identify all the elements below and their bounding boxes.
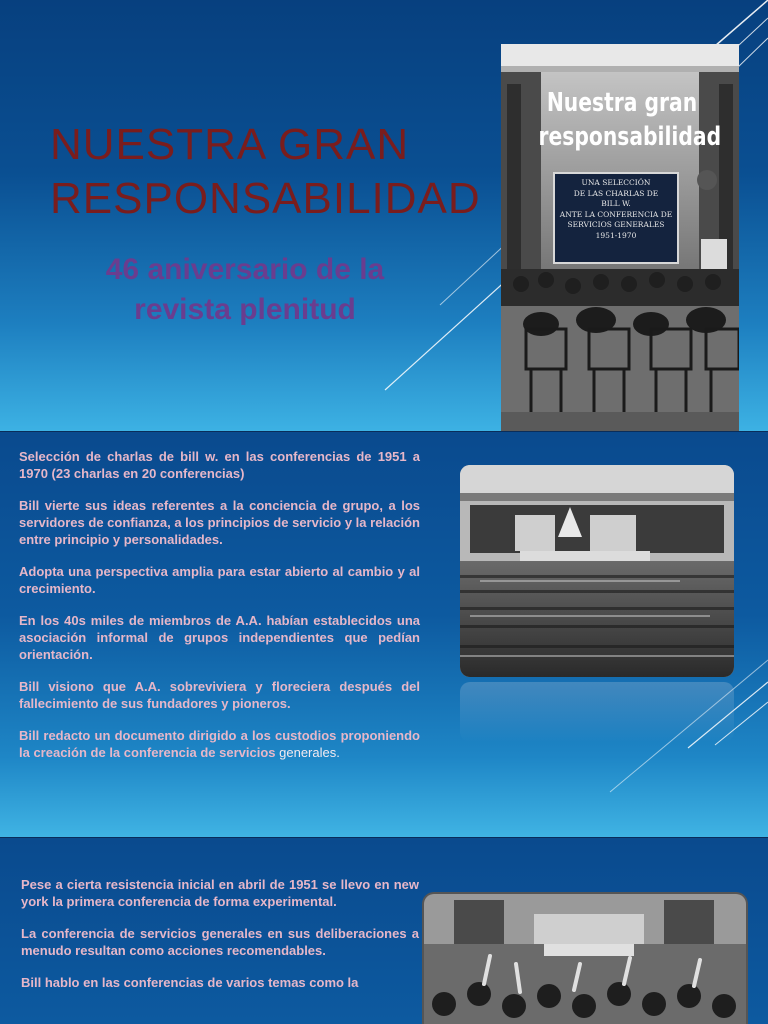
conference-voting-photo [424, 894, 746, 1024]
cover-box-line: 1951-1970 [595, 230, 637, 240]
cover-title-line: Nuestra gran [546, 88, 698, 118]
paragraph: Bill vierte sus ideas referentes a la conciencia de grupo, a los servidores de confianza, a los principios de servicio y la relación entre principio y personalidades. [19, 498, 420, 547]
paragraph-tail: generales. [279, 745, 340, 760]
cover-box-line: DE LAS CHARLAS DE [573, 188, 659, 198]
page-title [50, 118, 490, 226]
paragraph: Pese a cierta resistencia inicial en abril de 1951 se llevo en new york la primera conferencia de forma experimental. [21, 877, 419, 909]
slide-history [0, 432, 768, 838]
paragraph: Bill hablo en las conferencias de varios temas como la [21, 975, 359, 990]
stadium-photo [460, 465, 734, 677]
paragraph: Bill visiono que A.A. sobreviviera y floreciera después del fallecimiento de sus fundadores y pioneros. [19, 679, 420, 711]
paragraph: Adopta una perspectiva amplia para estar abierto al cambio y al crecimiento. [19, 564, 420, 596]
subtitle-line: revista plenitud [134, 293, 356, 326]
stadium-illustration [460, 465, 734, 677]
subtitle [50, 250, 440, 330]
paragraph [19, 727, 420, 761]
paragraph: La conferencia de servicios generales en sus deliberaciones a menudo resultan como acciones recomendables. [21, 926, 419, 958]
voting-illustration [424, 894, 746, 1024]
cover-title-line: responsabilidad [538, 122, 722, 152]
cover-box-line: ANTE LA CONFERENCIA DE [559, 209, 673, 219]
title-line: RESPONSABILIDAD [50, 174, 481, 223]
paragraph-main: Bill redacto un documento dirigido a los custodios proponiendo la creación de la conferencia de servicios [19, 728, 420, 760]
subtitle-line: 46 aniversario de la [105, 253, 385, 286]
cover-subtitle-box [553, 172, 679, 264]
title-line: NUESTRA GRAN [50, 120, 410, 169]
slide-cover [0, 0, 768, 432]
paragraph: Selección de charlas de bill w. en las conferencias de 1951 a 1970 (23 charlas en 20 conferencias) [19, 449, 420, 481]
photo-reflection [460, 682, 734, 742]
cover-title [538, 86, 722, 154]
paragraph: En los 40s miles de miembros de A.A. habían establecidos una asociación informal de grupos independientes que pedían orientación. [19, 613, 420, 662]
cover-box-line: UNA SELECCIÓN [581, 178, 651, 187]
cover-box-line: BILL W. [601, 199, 631, 208]
slide-3-text [21, 876, 419, 1006]
slide-2-text [19, 448, 420, 776]
book-cover-image [501, 44, 739, 432]
slide-conference [0, 838, 768, 1024]
cover-box-line: SERVICIOS GENERALES [567, 220, 665, 229]
